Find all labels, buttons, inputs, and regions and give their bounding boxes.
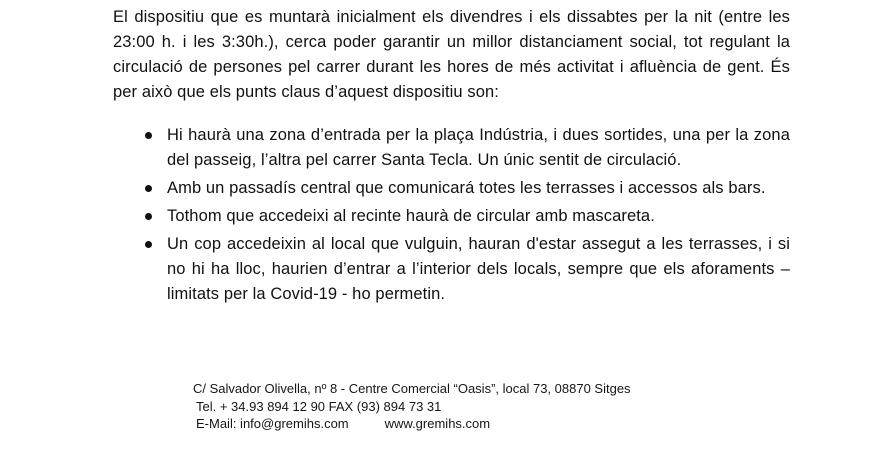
- list-item: [113, 123, 790, 173]
- list-item: [113, 204, 790, 229]
- footer-email-line: [193, 415, 753, 433]
- bullet-list: [113, 123, 790, 307]
- bullet-icon: [145, 132, 152, 139]
- footer-email: E-Mail: info@gremihs.com: [196, 416, 349, 431]
- footer-address: C/ Salvador Olivella, nº 8 - Centre Comercial “Oasis”, local 73, 08870 Sitges: [193, 381, 631, 396]
- bullet-text: Hi haurà una zona d’entrada per la plaça Indústria, i dues sortides, una per la zona del passeig, l’altra pel carrer Santa Tecla. Un únic sentit de circulació.: [167, 126, 790, 169]
- footer-website: www.gremihs.com: [384, 416, 491, 431]
- footer-contact-block: [193, 380, 753, 433]
- bullet-icon: [145, 241, 152, 248]
- bullet-icon: [145, 185, 152, 192]
- footer-phone: Tel. + 34.93 894 12 90 FAX (93) 894 73 31: [196, 398, 442, 414]
- intro-paragraph: El dispositiu que es muntarà inicialment els divendres i els dissabtes per la nit (entre les 23:00 h. i les 3:30h.), cerca poder garantir un millor distanciament social, tot regulant la circulació de persones pel carrer durant les hores de més activitat i afluència de gent. És per això que els punts claus d’aquest dispositiu son:: [113, 8, 790, 101]
- list-item: [113, 232, 790, 307]
- bullet-text: Tothom que accedeixi al recinte haurà de circular amb mascareta.: [167, 207, 655, 225]
- bullet-text: Amb un passadís central que comunicará totes les terrasses i accessos als bars.: [167, 179, 766, 197]
- document-body: [113, 5, 790, 310]
- list-item: [113, 176, 790, 201]
- bullet-text: Un cop accedeixin al local que vulguin, hauran d'estar assegut a les terrasses, i si no hi ha lloc, haurien d’entrar a l’interior dels locals, sempre que els aforaments – limitats per la Covid-19 - ho permetin.: [167, 235, 790, 303]
- bullet-icon: [145, 213, 152, 220]
